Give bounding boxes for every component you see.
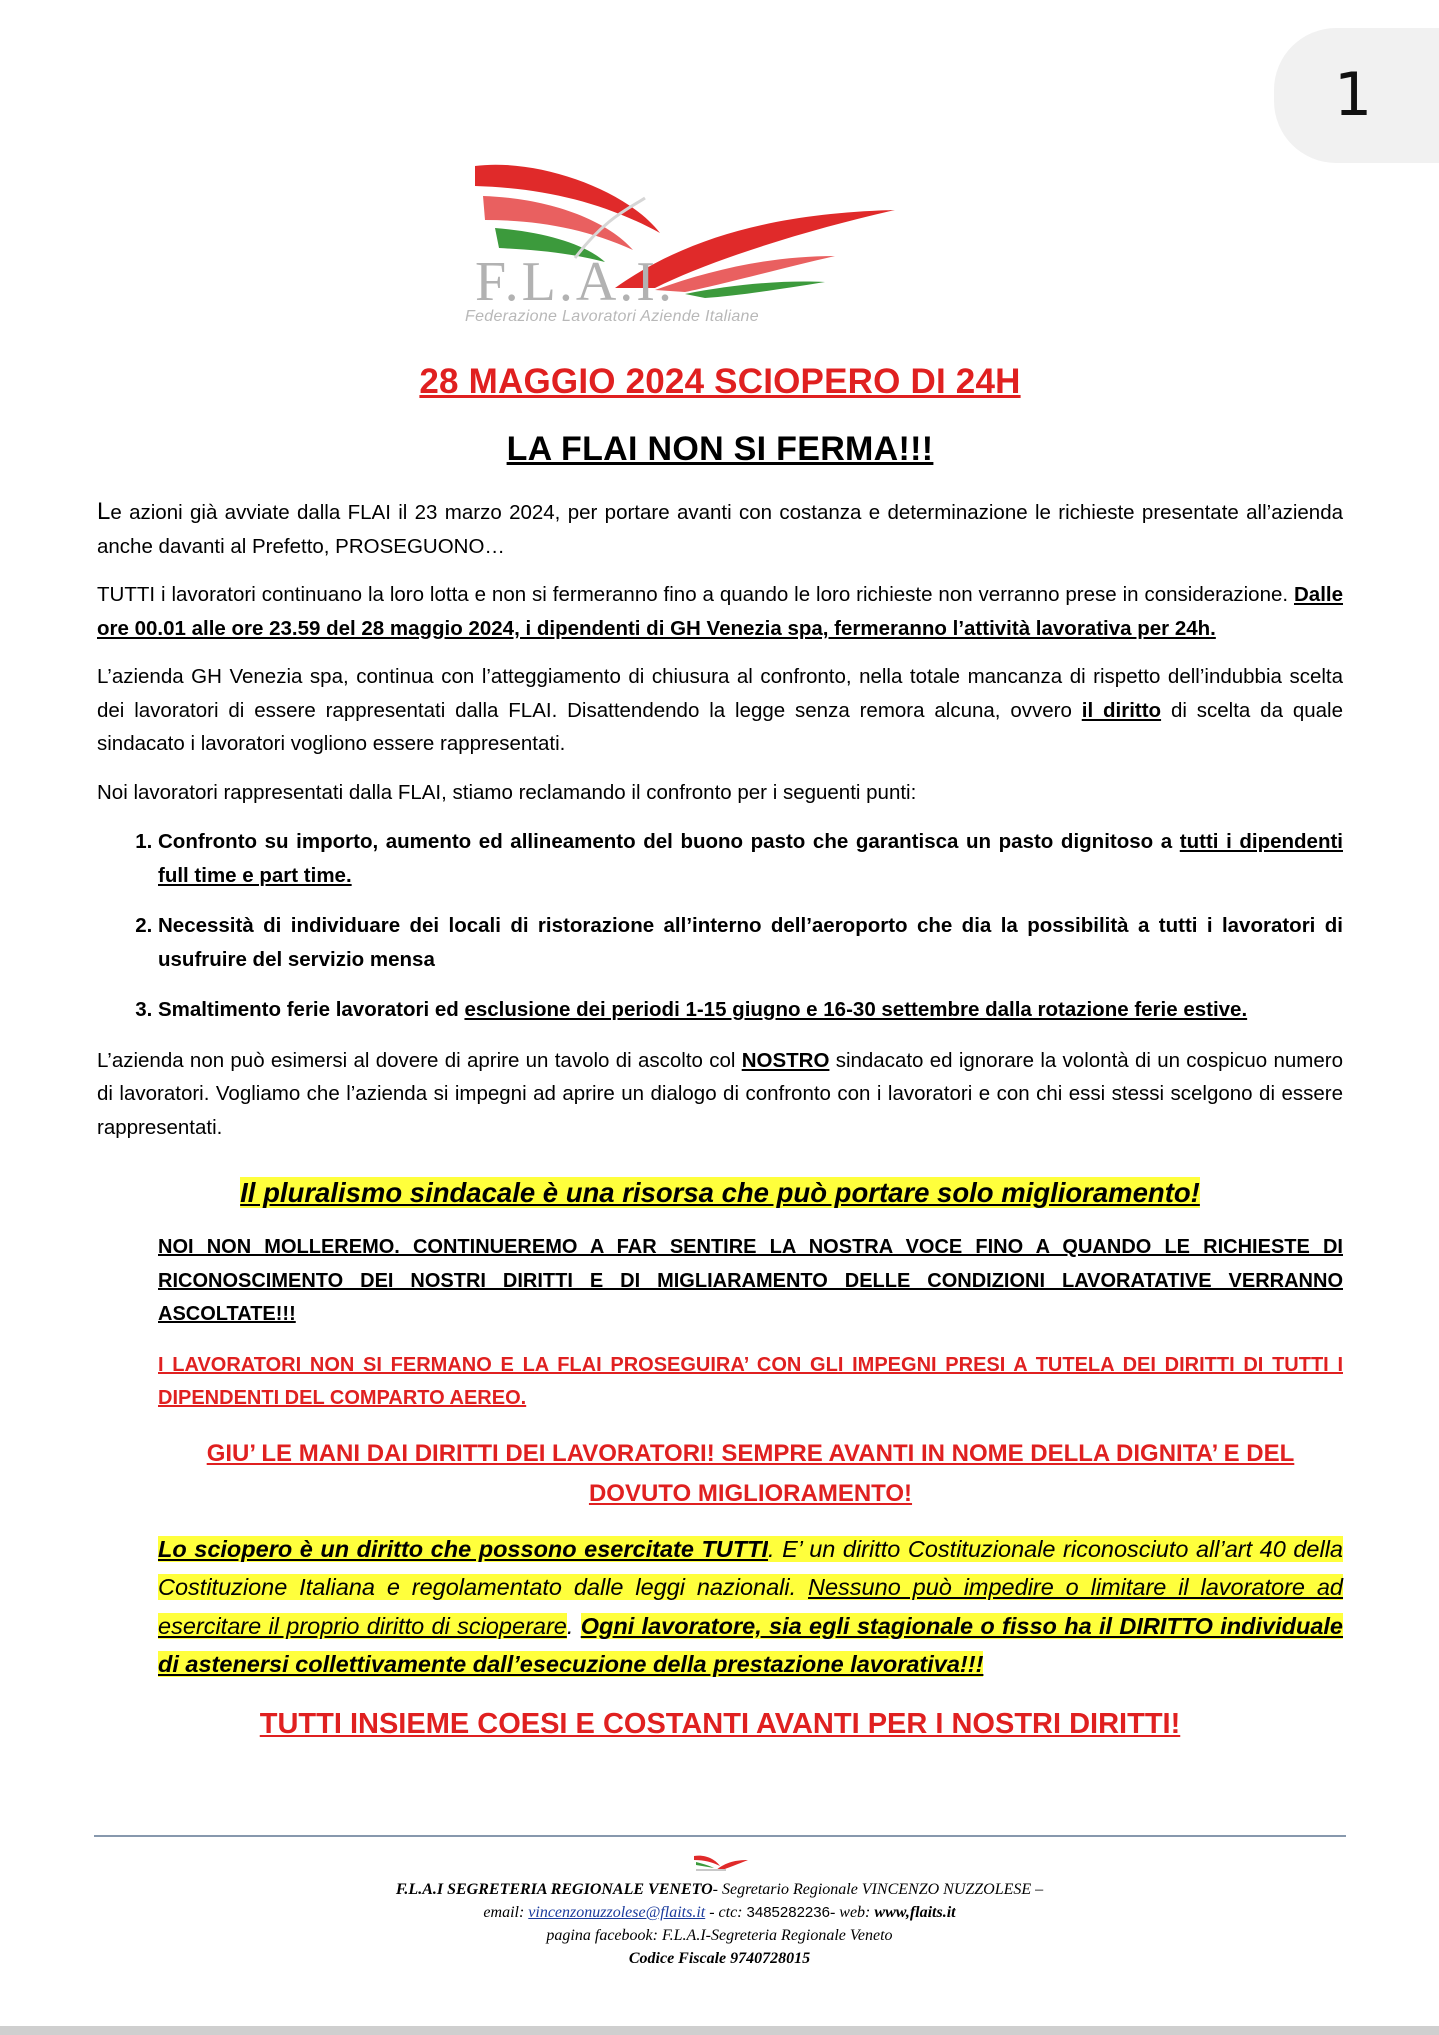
flai-logo (455, 158, 925, 333)
footer-facebook: pagina facebook: F.L.A.I-Segreteria Regionale Veneto (546, 1927, 893, 1944)
logo-subtitle: Federazione Lavoratori Aziende Italiane (465, 308, 759, 325)
page-number: 1 (1274, 28, 1439, 163)
email-link[interactable]: vincenzonuzzolese@flaits.it (528, 1904, 706, 1921)
list-item: 1. Confronto su importo, aumento ed allineamento del buono pasto che garantisca un pasto dignitoso a tutti i dipendenti full time e part time. (158, 825, 1343, 892)
footer-divider (94, 1835, 1346, 1837)
flai-mini-logo-icon (690, 1852, 750, 1874)
footer-line-1: F.L.A.I SEGRETERIA REGIONALE VENETO- Segretario Regionale VINCENZO NUZZOLESE – (395, 1881, 1044, 1898)
rights-slogan: GIU’ LE MANI DAI DIRITTI DEI LAVORATORI! SEMPRE AVANTI IN NOME DELLA DIGNITA’ E DEL DOVUTO MIGLIORAMENTO! (206, 1439, 1295, 1507)
footer (0, 1852, 1439, 1970)
web-link[interactable]: www,flaits.it (874, 1904, 956, 1921)
list-item: 3. Smaltimento ferie lavoratori ed esclusione dei periodi 1-15 giugno e 16-30 settembre dalla rotazione ferie estive. (158, 993, 1343, 1027)
footer-line-2: email: vincenzonuzzolese@flaits.it - ctc: 3485282236- web: www,flaits.it (483, 1904, 956, 1921)
paragraph-strike-announcement: TUTTI i lavoratori continuano la loro lotta e non si fermeranno fino a quando le loro richieste non verranno prese in considerazione. Dalle ore 00.01 alle ore 23.59 del 28 maggio 2024, i dipendenti di GH Venezia spa, fermeranno l’attività lavorativa per 24h. (97, 583, 1343, 640)
document-title: 28 MAGGIO 2024 SCIOPERO DI 24H (419, 362, 1021, 401)
paragraph-demands-intro: Noi lavoratori rappresentati dalla FLAI, stiamo reclamando il confronto per i seguenti punti: (97, 780, 917, 804)
bottom-edge (0, 2026, 1439, 2035)
document-subtitle: LA FLAI NON SI FERMA!!! (506, 430, 934, 468)
document-body (97, 362, 1343, 1741)
paragraph-dialogue: L’azienda non può esimersi al dovere di aprire un tavolo di ascolto col NOSTRO sindacato ed ignorare la volontà di un cospicuo numero di lavoratori. Vogliamo che l’azienda si impegni ad aprire un dialogo di confronto con i lavoratori e con chi essi stessi scelgono di essere rappresentati. (97, 1048, 1343, 1139)
demands-list (97, 825, 1343, 1027)
caps-statement: NOI NON MOLLEREMO. CONTINUEREMO A FAR SENTIRE LA NOSTRA VOCE FINO A QUANDO LE RICHIESTE DI RICONOSCIMENTO DEI NOSTRI DIRITTI E DI MIGLIARAMENTO DELLE CONDIZIONI LAVORATATIVE VERRANNO ASCOLTATE!!! (158, 1236, 1343, 1325)
paragraph-company-attitude: L’azienda GH Venezia spa, continua con l’atteggiamento di chiusura al confronto, nella totale mancanza di rispetto dell’indubbia scelta dei lavoratori di essere rappresentati dalla FLAI. Disattendendo la legge senza remora alcuna, ovvero il diritto di scelta da quale sindacato i lavoratori vogliono essere rappresentati. (97, 665, 1343, 755)
strike-right-paragraph: Lo sciopero è un diritto che possono esercitate TUTTI. E’ un diritto Costituzionale riconosciuto all’art 40 della Costituzione Italiana e regolamentato dalle leggi nazionali. Nessuno può impedire o limitare il lavoratore ad esercitare il proprio diritto di scioperare. Ogni lavoratore, sia egli stagionale o fisso ha il DIRITTO individuale di astenersi collettivamente dall’esecuzione della prestazione lavorativa!!! (158, 1535, 1343, 1677)
paragraph-intro: Le azioni già avviate dalla FLAI il 23 marzo 2024, per portare avanti con costanza e determinazione le richieste presentate all’azienda anche davanti al Prefetto, PROSEGUONO… (97, 498, 1343, 558)
logo-name: F.L.A.I. (475, 251, 675, 313)
caps-statement-red: I LAVORATORI NON SI FERMANO E LA FLAI PROSEGUIRA’ CON GLI IMPEGNI PRESI A TUTELA DEI DIRITTI DI TUTTI I DIPENDENTI DEL COMPARTO AEREO. (158, 1353, 1343, 1409)
closing-slogan: TUTTI INSIEME COESI E COSTANTI AVANTI PER I NOSTRI DIRITTI! (259, 1707, 1181, 1740)
pluralism-slogan: Il pluralismo sindacale è una risorsa che può portare solo miglioramento! (240, 1177, 1200, 1208)
footer-fiscal-code: Codice Fiscale 9740728015 (628, 1950, 811, 1967)
list-item: 2. Necessità di individuare dei locali di ristorazione all’interno dell’aeroporto che dia la possibilità a tutti i lavoratori di usufruire del servizio mensa (158, 909, 1343, 976)
